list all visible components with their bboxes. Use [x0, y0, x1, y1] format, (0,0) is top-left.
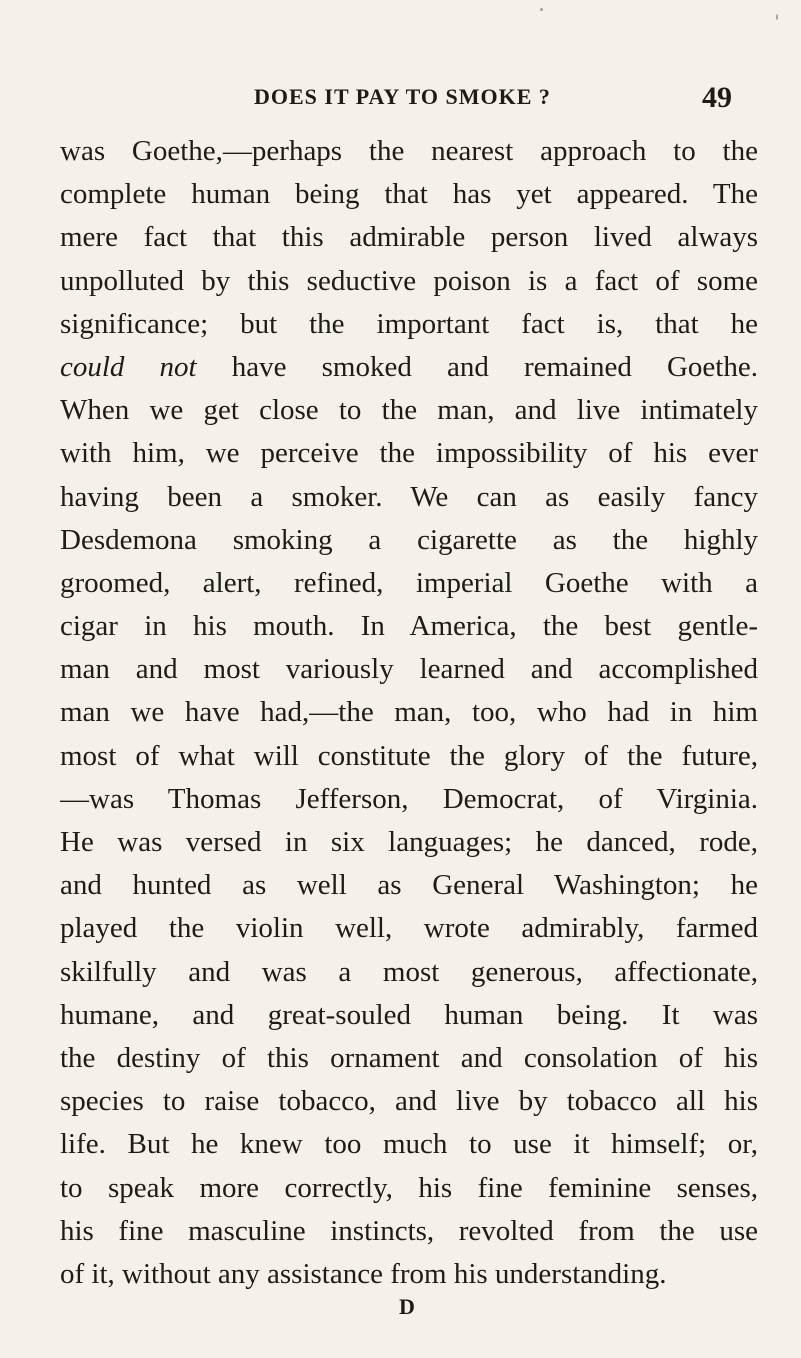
paper-speck [540, 8, 543, 11]
text-line: his fine masculine instincts, revolted from the use [60, 1214, 758, 1247]
text-line: was Goethe,—perhaps the nearest approach to the [60, 135, 758, 167]
text-line: the destiny of this ornament and consolation of his [60, 1041, 758, 1074]
text-line: life. But he knew too much to use it himself; or, [60, 1128, 758, 1161]
text-line: mere fact that this admirable person lived always [60, 221, 758, 254]
text-line: When we get close to the man, and live intimately [60, 394, 758, 427]
body-text [60, 130, 758, 1296]
text-line: and hunted as well as General Washington; he [60, 869, 758, 902]
text-line: with him, we perceive the impossibility of his ever [60, 437, 758, 470]
running-head: DOES IT PAY TO SMOKE ? [254, 84, 551, 109]
text-line: —was Thomas Jefferson, Democrat, of Virginia. [60, 782, 758, 815]
text-line: most of what will constitute the glory of the future, [60, 739, 758, 772]
signature-mark [0, 1294, 801, 1320]
text-line: species to raise tobacco, and live by tobacco all his [60, 1085, 758, 1118]
text-line: of it, without any assistance from his understanding. [60, 1257, 667, 1290]
signature-letter: D [399, 1294, 416, 1319]
text-line: played the violin well, wrote admirably, farmed [60, 912, 758, 945]
text-line: could not have smoked and remained Goethe. [60, 350, 758, 383]
text-line: Desdemona smoking a cigarette as the highly [60, 523, 758, 556]
text-line: humane, and great-souled human being. It was [60, 998, 758, 1031]
text-line: to speak more correctly, his fine feminine senses, [60, 1171, 758, 1204]
paper-speck [776, 14, 778, 20]
text-line: man we have had,—the man, too, who had in him [60, 696, 758, 729]
text-line: skilfully and was a most generous, affectionate, [60, 955, 758, 988]
text-line: having been a smoker. We can as easily fancy [60, 480, 758, 513]
text-line: groomed, alert, refined, imperial Goethe with a [60, 566, 758, 599]
text-line: cigar in his mouth. In America, the best gentle- [60, 610, 758, 643]
text-line: man and most variously learned and accomplished [60, 653, 758, 686]
text-line: He was versed in six languages; he danced, rode, [60, 826, 758, 858]
page-header [0, 81, 801, 124]
page-number: 49 [702, 81, 732, 114]
text-line: significance; but the important fact is, that he [60, 307, 758, 340]
text-line: complete human being that has yet appeared. The [60, 178, 758, 211]
text-line: unpolluted by this seductive poison is a fact of some [60, 264, 758, 297]
italic-phrase: could not [60, 350, 197, 383]
